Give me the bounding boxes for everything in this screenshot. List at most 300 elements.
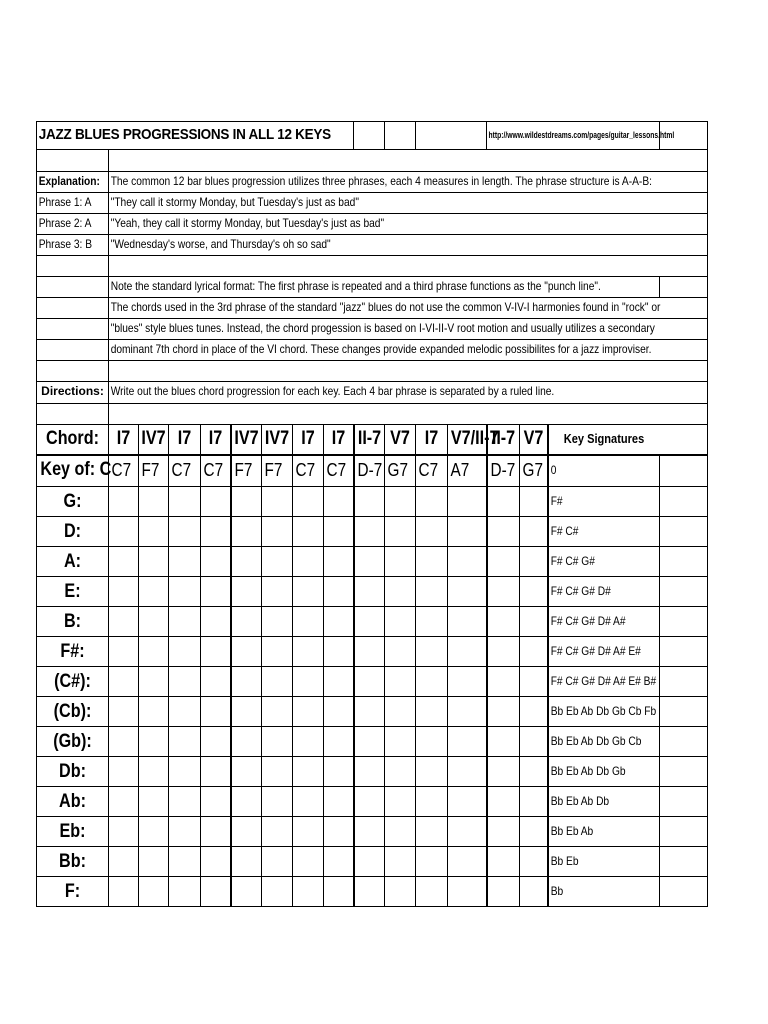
key-signature: Bb Eb Ab Db Gb Cb Fb xyxy=(550,704,657,718)
chord-entry-cell[interactable] xyxy=(168,727,200,756)
table-bottom-border xyxy=(36,906,708,907)
chord-entry-cell[interactable] xyxy=(353,517,384,546)
chord-entry-cell[interactable] xyxy=(261,757,292,786)
blank-row xyxy=(36,149,708,171)
key-signatures-header: Key Signatures xyxy=(563,431,645,446)
chord-entry-cell[interactable] xyxy=(353,667,384,696)
chord-entry-cell[interactable] xyxy=(486,487,519,516)
empty-cell xyxy=(659,122,709,149)
chord-entry-cell[interactable] xyxy=(519,817,547,846)
chord-entry-cell[interactable] xyxy=(261,877,292,906)
chord-entry-cell[interactable] xyxy=(519,637,547,666)
chord-entry-cell[interactable] xyxy=(447,547,486,576)
key-label-cell xyxy=(37,487,108,516)
chord-entry-cell[interactable] xyxy=(292,847,323,876)
chord-entry-cell[interactable] xyxy=(486,877,519,906)
chord-entry-cell[interactable] xyxy=(384,877,415,906)
chord-entry-cell[interactable] xyxy=(292,877,323,906)
chord-entry-cell[interactable] xyxy=(447,637,486,666)
chord-entry-cell[interactable] xyxy=(353,817,384,846)
key-row xyxy=(36,636,708,666)
chord-entry-cell[interactable] xyxy=(230,607,261,636)
key-label-cell xyxy=(37,847,108,876)
chord-entry-cell[interactable] xyxy=(292,727,323,756)
chord-entry-cell[interactable] xyxy=(261,727,292,756)
note-text-cell xyxy=(108,319,659,339)
chord-entry-cell[interactable] xyxy=(353,877,384,906)
chord-entry-cell[interactable] xyxy=(486,817,519,846)
key-row xyxy=(36,606,708,636)
chord-entry-cell[interactable] xyxy=(384,787,415,816)
chord-entry-cell[interactable] xyxy=(168,667,200,696)
chord-entry-cell[interactable] xyxy=(230,637,261,666)
chord-entry-cell[interactable] xyxy=(108,667,138,696)
directions-label: Directions: xyxy=(41,384,104,398)
chord-entry-cell[interactable] xyxy=(415,697,447,726)
chord-entry-cell[interactable] xyxy=(486,727,519,756)
chord-entry-cell[interactable] xyxy=(447,667,486,696)
chord-entry-cell[interactable] xyxy=(168,847,200,876)
empty-cell xyxy=(108,361,709,381)
chord-entry-cell[interactable] xyxy=(292,637,323,666)
chord-entry-cell[interactable] xyxy=(415,817,447,846)
phrase-text-cell xyxy=(108,214,385,234)
chord-entry-cell[interactable] xyxy=(415,727,447,756)
key-label-cell xyxy=(37,817,108,846)
chord-entry-cell[interactable] xyxy=(447,697,486,726)
chord-cell xyxy=(138,456,168,486)
chord-degree-cell xyxy=(230,425,261,454)
key-label: G: xyxy=(63,491,82,512)
key-label: Bb: xyxy=(59,851,86,872)
chord-entry-cell[interactable] xyxy=(384,607,415,636)
key-signature: F# C# G# D# xyxy=(550,584,611,598)
chord-entry-cell[interactable] xyxy=(138,577,168,606)
chord-name: C7 xyxy=(111,460,132,480)
chord-cell xyxy=(261,456,292,486)
chord-entry-cell[interactable] xyxy=(200,577,230,606)
chord-entry-cell[interactable] xyxy=(292,577,323,606)
chord-entry-cell[interactable] xyxy=(200,637,230,666)
chord-entry-cell[interactable] xyxy=(292,787,323,816)
chord-entry-cell[interactable] xyxy=(323,847,353,876)
chord-entry-cell[interactable] xyxy=(486,517,519,546)
chord-entry-cell[interactable] xyxy=(447,757,486,786)
key-label-cell xyxy=(37,757,108,786)
chord-entry-cell[interactable] xyxy=(108,697,138,726)
chord-entry-cell[interactable] xyxy=(261,637,292,666)
chord-entry-cell[interactable] xyxy=(415,607,447,636)
chord-entry-cell[interactable] xyxy=(447,877,486,906)
empty-cell xyxy=(659,172,709,192)
key-row xyxy=(36,576,708,606)
key-signature: Bb Eb xyxy=(550,854,579,868)
chord-entry-cell[interactable] xyxy=(447,577,486,606)
directions-text: Write out the blues chord progression for each key. Each 4 bar phrase is separated by a ruled line. xyxy=(110,384,555,398)
chord-entry-cell[interactable] xyxy=(168,757,200,786)
key-label-cell xyxy=(37,667,108,696)
chord-entry-cell[interactable] xyxy=(323,787,353,816)
chord-entry-cell[interactable] xyxy=(415,787,447,816)
chord-entry-cell[interactable] xyxy=(519,607,547,636)
empty-cell xyxy=(108,150,709,171)
key-signature-cell xyxy=(547,817,659,846)
chord-entry-cell[interactable] xyxy=(519,757,547,786)
chord-entry-cell[interactable] xyxy=(323,487,353,516)
chord-entry-cell[interactable] xyxy=(519,487,547,516)
chord-entry-cell[interactable] xyxy=(447,487,486,516)
note-text-cell xyxy=(108,340,659,360)
chord-entry-cell[interactable] xyxy=(230,757,261,786)
chord-entry-cell[interactable] xyxy=(292,517,323,546)
key-signature: F# xyxy=(550,494,563,508)
chord-entry-cell[interactable] xyxy=(353,697,384,726)
empty-cell xyxy=(353,122,384,149)
chord-entry-cell[interactable] xyxy=(200,757,230,786)
chord-entry-cell[interactable] xyxy=(138,847,168,876)
key-label: (C#): xyxy=(54,671,91,692)
chord-entry-cell[interactable] xyxy=(108,757,138,786)
chord-entry-cell[interactable] xyxy=(200,667,230,696)
chord-entry-cell[interactable] xyxy=(108,877,138,906)
chord-entry-cell[interactable] xyxy=(230,487,261,516)
chord-entry-cell[interactable] xyxy=(168,517,200,546)
chord-entry-cell[interactable] xyxy=(230,817,261,846)
chord-entry-cell[interactable] xyxy=(519,697,547,726)
chord-degree-cell xyxy=(108,425,138,454)
key-label: D: xyxy=(63,521,82,542)
chord-entry-cell[interactable] xyxy=(200,607,230,636)
chord-entry-cell[interactable] xyxy=(138,817,168,846)
chord-entry-cell[interactable] xyxy=(323,607,353,636)
chord-degree-cell xyxy=(447,425,499,454)
chord-entry-cell[interactable] xyxy=(486,607,519,636)
chord-entry-cell[interactable] xyxy=(230,667,261,696)
chord-degree-cell xyxy=(168,425,200,454)
title-row xyxy=(36,121,708,149)
key-row xyxy=(36,516,708,546)
key-row xyxy=(36,696,708,726)
chord-entry-cell[interactable] xyxy=(230,577,261,606)
chord-entry-cell[interactable] xyxy=(323,697,353,726)
key-signature-cell xyxy=(547,607,659,636)
chord-degree: I7 xyxy=(301,428,315,449)
chord-entry-cell[interactable] xyxy=(415,877,447,906)
chord-entry-cell[interactable] xyxy=(519,847,547,876)
chord-entry-cell[interactable] xyxy=(200,817,230,846)
chord-entry-cell[interactable] xyxy=(261,547,292,576)
chord-entry-cell[interactable] xyxy=(447,817,486,846)
chord-entry-cell[interactable] xyxy=(519,727,547,756)
chord-entry-cell[interactable] xyxy=(323,817,353,846)
chord-entry-cell[interactable] xyxy=(384,847,415,876)
chord-entry-cell[interactable] xyxy=(353,847,384,876)
key-label: F#: xyxy=(60,641,85,662)
chord-entry-cell[interactable] xyxy=(138,517,168,546)
chord-entry-cell[interactable] xyxy=(261,787,292,816)
chord-entry-cell[interactable] xyxy=(447,607,486,636)
chord-entry-cell[interactable] xyxy=(200,847,230,876)
chord-entry-cell[interactable] xyxy=(168,817,200,846)
chord-entry-cell[interactable] xyxy=(108,577,138,606)
chord-entry-cell[interactable] xyxy=(384,667,415,696)
chord-entry-cell[interactable] xyxy=(353,607,384,636)
chord-entry-cell[interactable] xyxy=(353,577,384,606)
chord-entry-cell[interactable] xyxy=(230,877,261,906)
blank-row xyxy=(36,255,708,276)
phrase-lyric: "Wednesday's worse, and Thursday's oh so sad" xyxy=(110,237,331,251)
chord-entry-cell[interactable] xyxy=(447,727,486,756)
chord-entry-cell[interactable] xyxy=(519,787,547,816)
chord-entry-cell[interactable] xyxy=(292,607,323,636)
chord-entry-cell[interactable] xyxy=(384,817,415,846)
empty-cell xyxy=(659,877,709,906)
chord-entry-cell[interactable] xyxy=(200,787,230,816)
chord-entry-cell[interactable] xyxy=(486,667,519,696)
empty-cell xyxy=(659,727,709,756)
chord-entry-cell[interactable] xyxy=(292,697,323,726)
phrase-label: Phrase 2: A xyxy=(38,216,92,230)
chord-entry-cell[interactable] xyxy=(138,787,168,816)
chord-entry-cell[interactable] xyxy=(261,607,292,636)
chord-degree: I7 xyxy=(116,428,131,449)
key-label-cell xyxy=(37,607,108,636)
url-cell xyxy=(486,122,675,149)
chord-entry-cell[interactable] xyxy=(323,547,353,576)
empty-cell xyxy=(659,757,709,786)
chord-entry-cell[interactable] xyxy=(292,547,323,576)
chord-entry-cell[interactable] xyxy=(486,757,519,786)
chord-entry-cell[interactable] xyxy=(230,787,261,816)
chord-entry-cell[interactable] xyxy=(353,727,384,756)
chord-entry-cell[interactable] xyxy=(323,877,353,906)
chord-entry-cell[interactable] xyxy=(415,517,447,546)
chord-entry-cell[interactable] xyxy=(353,637,384,666)
key-signatures-header-cell xyxy=(547,425,659,454)
key-label-cell xyxy=(37,727,108,756)
chord-entry-cell[interactable] xyxy=(168,637,200,666)
chord-entry-cell[interactable] xyxy=(108,727,138,756)
chord-cell xyxy=(353,456,384,486)
chord-entry-cell[interactable] xyxy=(138,697,168,726)
key-label-cell xyxy=(37,517,108,546)
chord-entry-cell[interactable] xyxy=(200,877,230,906)
chord-entry-cell[interactable] xyxy=(486,787,519,816)
note-row xyxy=(36,276,708,297)
chord-entry-cell[interactable] xyxy=(323,727,353,756)
chord-entry-cell[interactable] xyxy=(384,727,415,756)
chord-entry-cell[interactable] xyxy=(138,637,168,666)
chord-entry-cell[interactable] xyxy=(486,547,519,576)
key-signature: Bb xyxy=(550,884,564,898)
chord-entry-cell[interactable] xyxy=(200,697,230,726)
chord-name: C7 xyxy=(171,460,192,480)
key-signature-cell xyxy=(547,877,659,906)
chord-entry-cell[interactable] xyxy=(108,817,138,846)
chord-header-row xyxy=(36,424,708,454)
chord-entry-cell[interactable] xyxy=(486,577,519,606)
chord-cell xyxy=(292,456,323,486)
key-signature: F# C# G# D# A# E# xyxy=(550,644,641,658)
chord-cell xyxy=(447,456,486,486)
chord-entry-cell[interactable] xyxy=(323,667,353,696)
chord-entry-cell[interactable] xyxy=(261,577,292,606)
chord-entry-cell[interactable] xyxy=(447,787,486,816)
chord-entry-cell[interactable] xyxy=(519,577,547,606)
empty-cell xyxy=(37,298,108,318)
chord-entry-cell[interactable] xyxy=(138,757,168,786)
chord-entry-cell[interactable] xyxy=(415,637,447,666)
key-row xyxy=(36,846,708,876)
chord-cell xyxy=(486,456,519,486)
chord-entry-cell[interactable] xyxy=(261,517,292,546)
phrase-label-cell xyxy=(37,235,108,255)
key-label: (Gb): xyxy=(53,731,92,752)
chord-entry-cell[interactable] xyxy=(230,517,261,546)
chord-entry-cell[interactable] xyxy=(415,667,447,696)
chord-entry-cell[interactable] xyxy=(138,547,168,576)
chord-entry-cell[interactable] xyxy=(447,517,486,546)
chord-entry-cell[interactable] xyxy=(138,877,168,906)
empty-cell xyxy=(659,637,709,666)
chord-entry-cell[interactable] xyxy=(353,787,384,816)
chord-entry-cell[interactable] xyxy=(230,697,261,726)
chord-entry-cell[interactable] xyxy=(261,817,292,846)
chord-entry-cell[interactable] xyxy=(108,847,138,876)
empty-cell xyxy=(659,517,709,546)
chord-entry-cell[interactable] xyxy=(168,877,200,906)
chord-name: C7 xyxy=(326,460,347,480)
empty-cell xyxy=(659,340,709,360)
chord-entry-cell[interactable] xyxy=(138,667,168,696)
chord-entry-cell[interactable] xyxy=(168,547,200,576)
explanation-label-cell xyxy=(37,172,108,192)
chord-entry-cell[interactable] xyxy=(486,847,519,876)
key-row xyxy=(36,486,708,516)
chord-entry-cell[interactable] xyxy=(200,517,230,546)
chord-entry-cell[interactable] xyxy=(108,607,138,636)
chord-entry-cell[interactable] xyxy=(200,727,230,756)
chord-entry-cell[interactable] xyxy=(108,517,138,546)
source-url: http://www.wildestdreams.com/pages/guitar_lessons.html xyxy=(488,130,675,140)
chord-entry-cell[interactable] xyxy=(261,697,292,726)
explanation-text-cell xyxy=(108,172,659,192)
chord-degree: I7 xyxy=(208,428,223,449)
chord-entry-cell[interactable] xyxy=(138,487,168,516)
chord-entry-cell[interactable] xyxy=(519,517,547,546)
chord-entry-cell[interactable] xyxy=(108,487,138,516)
note-text: The chords used in the 3rd phrase of the standard "jazz" blues do not use the common V-IV-I harmonies found in "rock" or xyxy=(110,300,661,314)
chord-entry-cell[interactable] xyxy=(415,487,447,516)
key-label: Eb: xyxy=(59,821,86,842)
chord-entry-cell[interactable] xyxy=(168,607,200,636)
chord-entry-cell[interactable] xyxy=(168,577,200,606)
chord-entry-cell[interactable] xyxy=(323,577,353,606)
chord-cell xyxy=(519,456,547,486)
chord-entry-cell[interactable] xyxy=(384,577,415,606)
chord-entry-cell[interactable] xyxy=(323,517,353,546)
chord-entry-cell[interactable] xyxy=(292,817,323,846)
chord-label: Chord: xyxy=(46,428,99,449)
chord-entry-cell[interactable] xyxy=(230,727,261,756)
key-label: Db: xyxy=(59,761,86,782)
chord-entry-cell[interactable] xyxy=(415,847,447,876)
chord-entry-cell[interactable] xyxy=(384,637,415,666)
chord-entry-cell[interactable] xyxy=(353,757,384,786)
chord-entry-cell[interactable] xyxy=(261,487,292,516)
chord-entry-cell[interactable] xyxy=(384,487,415,516)
chord-entry-cell[interactable] xyxy=(292,667,323,696)
chord-entry-cell[interactable] xyxy=(200,487,230,516)
chord-degree: IV7 xyxy=(234,428,259,449)
empty-cell xyxy=(37,277,108,297)
chord-entry-cell[interactable] xyxy=(292,757,323,786)
chord-entry-cell[interactable] xyxy=(486,637,519,666)
chord-entry-cell[interactable] xyxy=(138,607,168,636)
chord-entry-cell[interactable] xyxy=(168,787,200,816)
key-signature-cell xyxy=(547,667,659,696)
chord-degree-cell xyxy=(138,425,168,454)
chord-entry-cell[interactable] xyxy=(415,757,447,786)
chord-entry-cell[interactable] xyxy=(292,487,323,516)
chord-entry-cell[interactable] xyxy=(323,637,353,666)
chord-entry-cell[interactable] xyxy=(168,697,200,726)
chord-entry-cell[interactable] xyxy=(519,547,547,576)
chord-entry-cell[interactable] xyxy=(108,637,138,666)
chord-entry-cell[interactable] xyxy=(384,697,415,726)
blank-row xyxy=(36,360,708,381)
chord-entry-cell[interactable] xyxy=(447,847,486,876)
empty-cell xyxy=(37,340,108,360)
chord-entry-cell[interactable] xyxy=(138,727,168,756)
chord-label-cell xyxy=(37,425,108,454)
chord-entry-cell[interactable] xyxy=(323,757,353,786)
key-signature: Bb Eb Ab xyxy=(550,824,594,838)
key-label: Ab: xyxy=(59,791,86,812)
key-label-cell xyxy=(37,637,108,666)
chord-name: A7 xyxy=(450,460,470,480)
chord-entry-cell[interactable] xyxy=(230,847,261,876)
chord-entry-cell[interactable] xyxy=(108,547,138,576)
chord-entry-cell[interactable] xyxy=(108,787,138,816)
chord-entry-cell[interactable] xyxy=(486,697,519,726)
chord-name: C7 xyxy=(418,460,439,480)
phrase-row xyxy=(36,192,708,213)
chord-entry-cell[interactable] xyxy=(384,757,415,786)
empty-cell xyxy=(659,787,709,816)
chord-entry-cell[interactable] xyxy=(261,847,292,876)
key-label: Key of: C xyxy=(40,459,112,480)
chord-entry-cell[interactable] xyxy=(384,547,415,576)
chord-entry-cell[interactable] xyxy=(168,487,200,516)
key-signature-cell xyxy=(547,456,659,486)
chord-entry-cell[interactable] xyxy=(415,547,447,576)
chord-entry-cell[interactable] xyxy=(200,547,230,576)
chord-entry-cell[interactable] xyxy=(415,577,447,606)
chord-entry-cell[interactable] xyxy=(353,547,384,576)
chord-entry-cell[interactable] xyxy=(384,517,415,546)
chord-entry-cell[interactable] xyxy=(519,877,547,906)
empty-cell xyxy=(108,404,709,424)
chord-degree-cell xyxy=(519,425,547,454)
note-text: dominant 7th chord in place of the VI chord. These changes provide expanded melodic possibilites for a jazz improviser. xyxy=(110,342,652,356)
chord-entry-cell[interactable] xyxy=(261,667,292,696)
chord-name: F7 xyxy=(264,460,283,480)
note-row xyxy=(36,318,708,339)
chord-entry-cell[interactable] xyxy=(230,547,261,576)
chord-entry-cell[interactable] xyxy=(353,487,384,516)
chord-entry-cell[interactable] xyxy=(519,667,547,696)
